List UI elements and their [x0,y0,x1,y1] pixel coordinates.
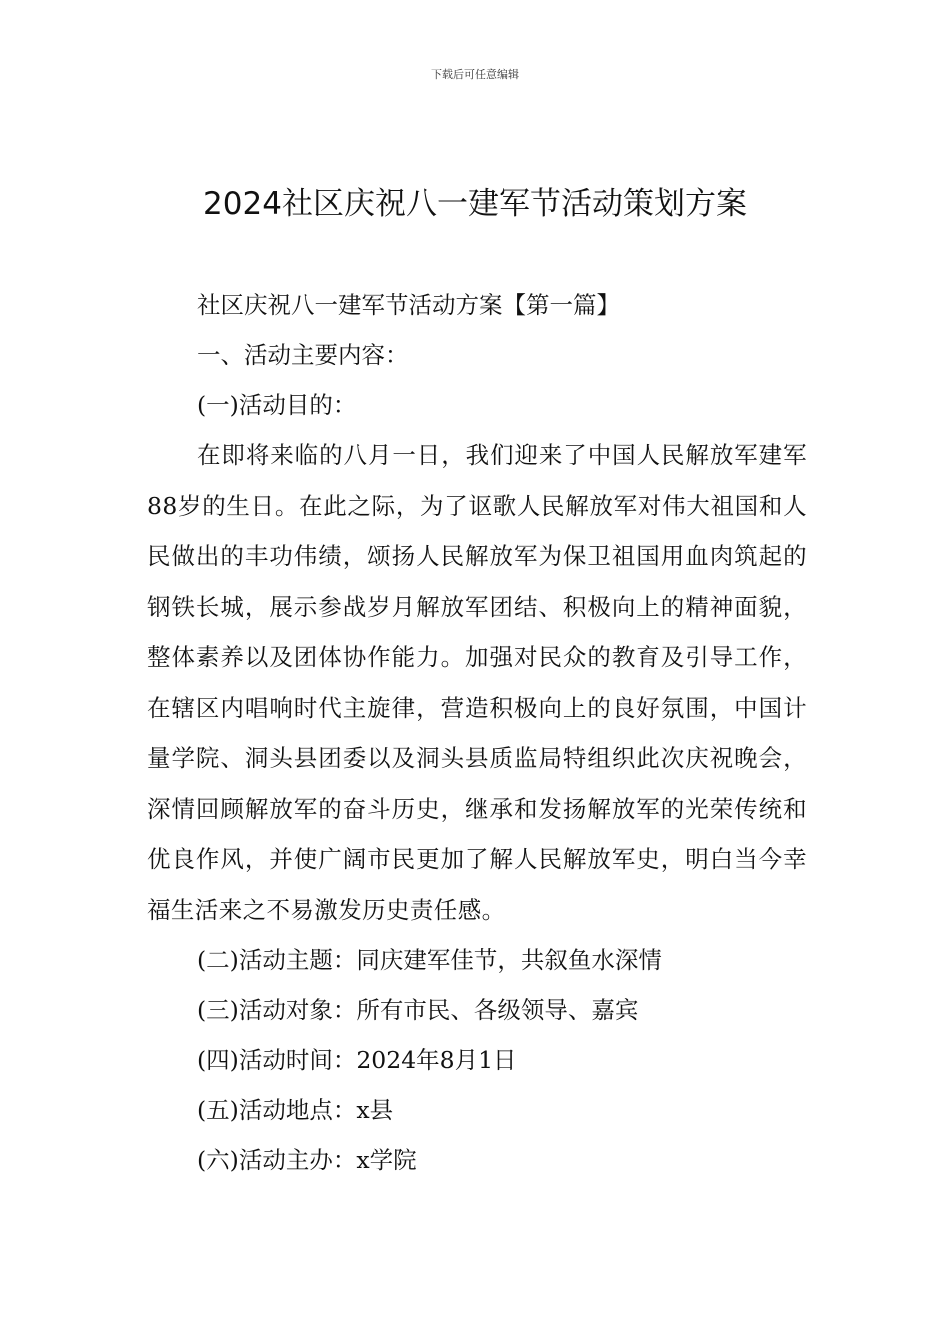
section-subtitle: 社区庆祝八一建军节活动方案【第一篇】 [197,291,620,319]
page-header-note: 下载后可任意编辑 [431,68,519,81]
item-purpose: (一)活动目的： [197,391,357,419]
section-heading: 一、活动主要内容： [197,341,409,369]
paragraph-purpose: 在即将来临的八月一日，我们迎来了中国人民解放军建军88岁的生日。在此之际，为了讴歌人民解放军对伟大祖国和人民做出的丰功伟绩，颂扬人民解放军为保卫祖国用血肉筑起的钢铁长城，展示参战岁月解放军团结、积极向上的精神面貌，整体素养以及团体协作能力。加强对民众的教育及引导工作，在辖区内唱响时代主旋律，营造积极向上的良好氛围，中国计量学院、洞头县团委以及洞头县质监局特组织此次庆祝晚会，深情回顾解放军的奋斗历史，继承和发扬解放军的光荣传统和优良作风，并使广阔市民更加了解人民解放军史，明白当今幸福生活来之不易激发历史责任感。 [147,441,807,924]
document-title: 2024社区庆祝八一建军节活动策划方案 [203,186,747,222]
item-time: (四)活动时间：2024年8月1日 [197,1046,517,1074]
document-body [147,280,807,1185]
item-theme: (二)活动主题：同庆建军佳节，共叙鱼水深情 [197,946,662,974]
item-location: (五)活动地点：x县 [197,1096,394,1124]
item-organizer: (六)活动主办：x学院 [197,1146,417,1174]
item-audience: (三)活动对象：所有市民、各级领导、嘉宾 [197,996,639,1024]
